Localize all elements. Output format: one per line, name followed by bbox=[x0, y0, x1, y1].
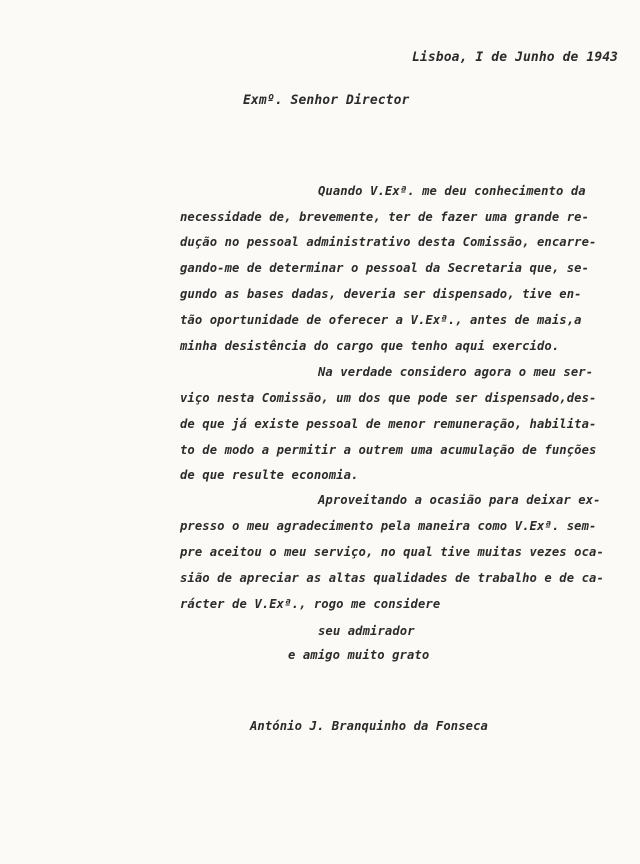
paragraph-2-line-3: de que já existe pessoal de menor remuneração, habilita- bbox=[180, 417, 597, 431]
paragraph-2-line-5: de que resulte economia. bbox=[180, 468, 359, 482]
paragraph-2-line-1: Na verdade considero agora o meu ser- bbox=[318, 365, 594, 379]
letter-salutation: Exmº. Senhor Director bbox=[243, 93, 410, 108]
signature-name: António J. Branquinho da Fonseca bbox=[250, 719, 488, 733]
letter-date: Lisboa, I de Junho de 1943 bbox=[412, 50, 619, 65]
paragraph-1-line-2: necessidade de, brevemente, ter de fazer uma grande re- bbox=[180, 210, 590, 224]
closing-line-1: seu admirador bbox=[318, 624, 415, 638]
paragraph-3-line-2: presso o meu agradecimento pela maneira como V.Exª. sem- bbox=[180, 519, 597, 533]
paragraph-2-line-2: viço nesta Comissão, um dos que pode ser dispensado,des- bbox=[180, 391, 597, 405]
paragraph-3-line-1: Aproveitando a ocasião para deixar ex- bbox=[318, 493, 601, 507]
paragraph-1-line-5: gundo as bases dadas, deveria ser dispensado, tive en- bbox=[180, 287, 582, 301]
paragraph-1-line-7: minha desistência do cargo que tenho aqui exercido. bbox=[180, 339, 560, 353]
paragraph-3-line-3: pre aceitou o meu serviço, no qual tive muitas vezes oca- bbox=[180, 545, 604, 559]
paragraph-3-line-5: rácter de V.Exª., rogo me considere bbox=[180, 597, 441, 611]
paragraph-1-line-6: tão oportunidade de oferecer a V.Exª., antes de mais,a bbox=[180, 313, 582, 327]
paragraph-1-line-3: dução no pessoal administrativo desta Comissão, encarre- bbox=[180, 235, 597, 249]
paragraph-3-line-4: sião de apreciar as altas qualidades de trabalho e de ca- bbox=[180, 571, 604, 585]
paragraph-1-line-4: gando-me de determinar o pessoal da Secretaria que, se- bbox=[180, 261, 590, 275]
paragraph-1-line-1: Quando V.Exª. me deu conhecimento da bbox=[318, 184, 586, 198]
closing-line-2: e amigo muito grato bbox=[288, 648, 430, 662]
paragraph-2-line-4: to de modo a permitir a outrem uma acumulação de funções bbox=[180, 443, 597, 457]
